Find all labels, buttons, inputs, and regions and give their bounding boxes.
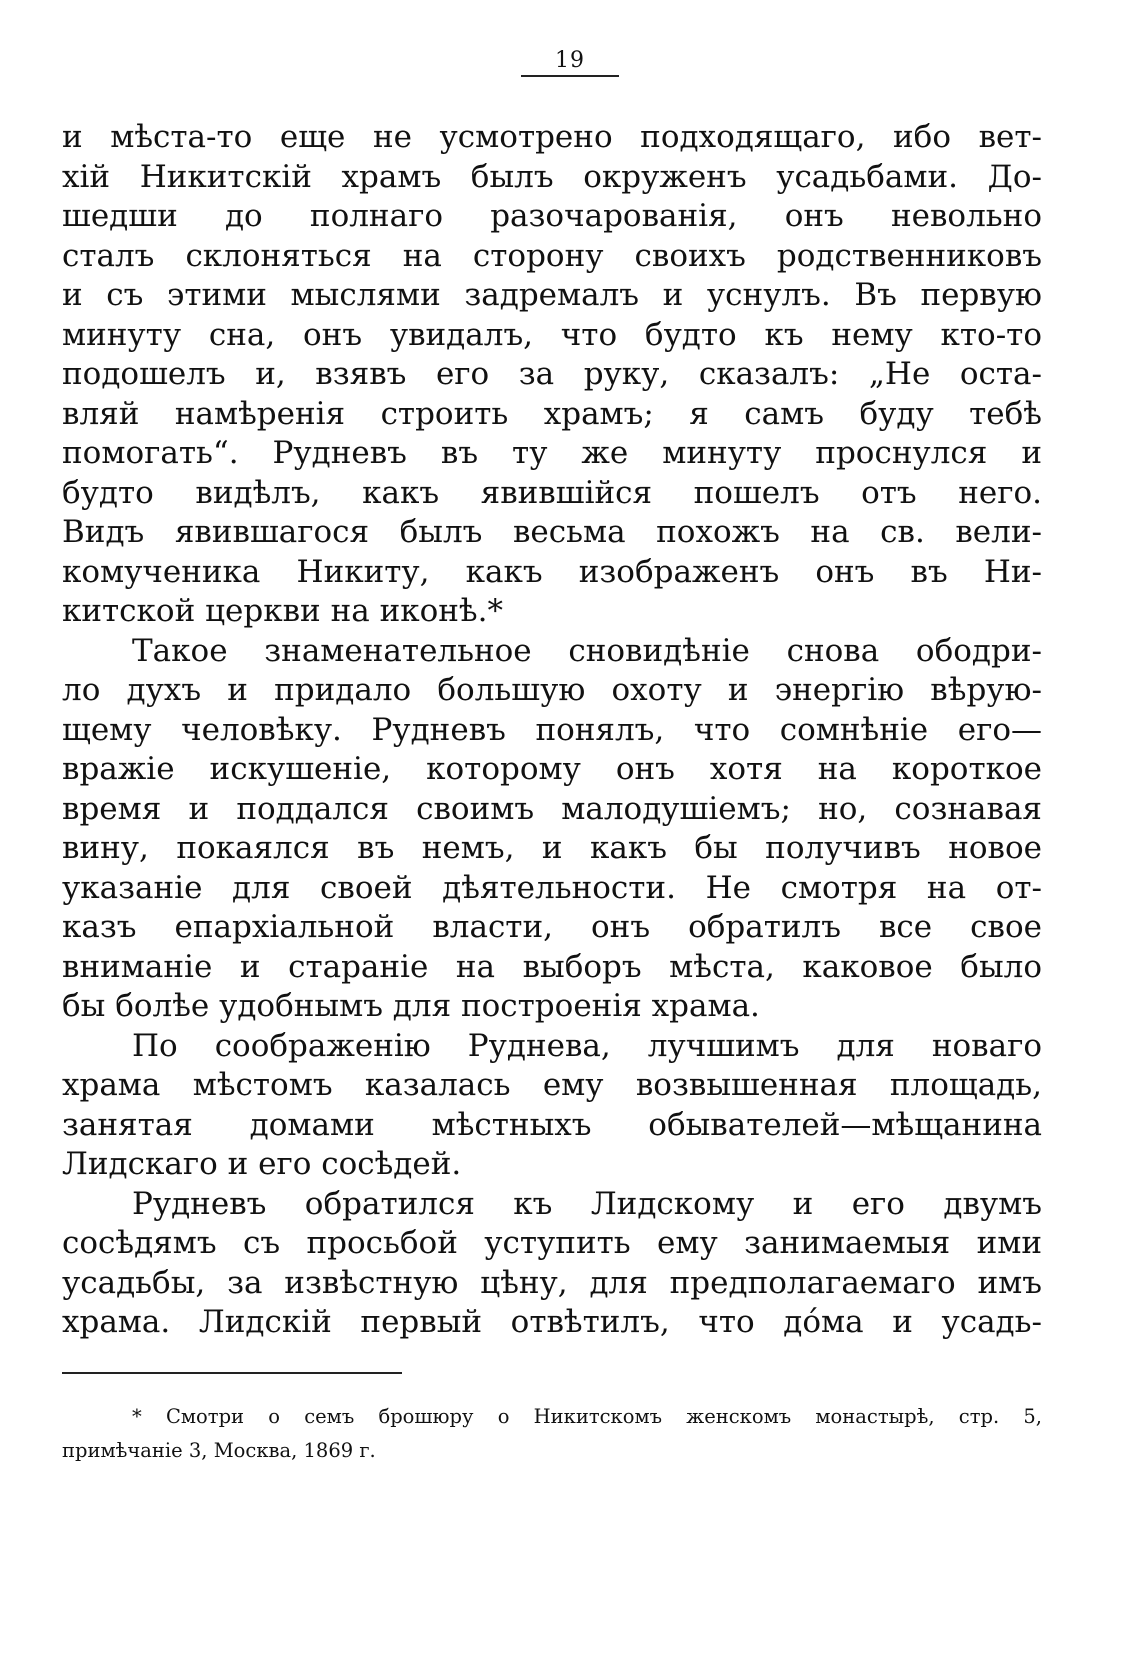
paragraph-3 <box>62 1027 1042 1185</box>
text-line: Видъ явившагося былъ весьма похожъ на св. вели- <box>62 514 1042 550</box>
text-line: Лидскаго и его сосѣдей. <box>62 1146 462 1182</box>
text-line: усадьбы, за извѣстную цѣну, для предполагаемаго имъ <box>62 1264 1042 1301</box>
text-line: Рудневъ обратился къ Лидскому и его двумъ <box>132 1185 1042 1222</box>
text-line: комученика Никиту, какъ изображенъ онъ въ Ни- <box>62 553 1042 590</box>
text-line: китской церкви на иконѣ.* <box>62 593 503 629</box>
text-line: сталъ склоняться на сторону своихъ родственниковъ <box>62 237 1042 274</box>
footnote-line: примѣчаніе 3, Москва, 1869 г. <box>62 1439 376 1462</box>
text-line: щему человѣку. Рудневъ понялъ, что сомнѣніе его— <box>62 711 1042 748</box>
text-line: ло духъ и придало большую охоту и энергію вѣрую- <box>62 672 1042 708</box>
text-line: храма мѣстомъ казалась ему возвышенная площадь, <box>62 1067 1042 1103</box>
footnote-divider <box>62 1372 402 1374</box>
text-line: шедши до полнаго разочарованія, онъ невольно <box>62 198 1042 234</box>
text-line: и мѣста-то еще не усмотрено подходящаго, ибо вет- <box>62 119 1042 155</box>
text-line: вину, покаялся въ немъ, и какъ бы получивъ новое <box>62 830 1042 866</box>
text-line: вниманіе и стараніе на выборъ мѣста, каковое было <box>62 948 1042 985</box>
text-line: будто видѣлъ, какъ явившійся пошелъ отъ него. <box>62 474 1042 511</box>
text-line: помогать“. Рудневъ въ ту же минуту проснулся и <box>62 435 1042 471</box>
text-line: вляй намѣренія строить храмъ; я самъ буду тебѣ <box>62 395 1042 432</box>
footnote-line: * Смотри о семъ брошюру о Никитскомъ женскомъ монастырѣ, стр. 5, <box>132 1405 1042 1428</box>
paragraph-2 <box>62 632 1042 1027</box>
text-line: бы болѣе удобнымъ для построенія храма. <box>62 988 760 1024</box>
paragraph-4 <box>62 1185 1042 1343</box>
text-line: хій Никитскій храмъ былъ окруженъ усадьбами. До- <box>62 158 1042 195</box>
paragraph-1 <box>62 118 1042 632</box>
text-line: сосѣдямъ съ просьбой уступить ему занимаемыя ими <box>62 1225 1042 1261</box>
page-header <box>0 48 1140 77</box>
text-line: занятая домами мѣстныхъ обывателей—мѣщанина <box>62 1106 1042 1143</box>
text-line: вражіе искушеніе, которому онъ хотя на короткое <box>62 751 1042 787</box>
text-line: и съ этими мыслями задремалъ и уснулъ. Въ первую <box>62 277 1042 313</box>
text-line: казъ епархіальной власти, онъ обратилъ все свое <box>62 909 1042 945</box>
text-line: указаніе для своей дѣятельности. Не смотря на от- <box>62 869 1042 906</box>
text-line: Такое знаменательное сновидѣніе снова ободри- <box>132 632 1042 669</box>
text-line: подошелъ и, взявъ его за руку, сказалъ: „Не оста- <box>62 356 1042 392</box>
text-line: время и поддался своимъ малодушіемъ; но, сознавая <box>62 790 1042 827</box>
footnote <box>62 1400 1042 1468</box>
text-line: минуту сна, онъ увидалъ, что будто къ нему кто-то <box>62 316 1042 353</box>
page-number: 19 <box>521 48 619 77</box>
text-line: храма. Лидскій первый отвѣтилъ, что дóма и усадь- <box>62 1304 1042 1340</box>
text-line: По соображенію Руднева, лучшимъ для новаго <box>132 1027 1042 1064</box>
body-text <box>62 118 1042 1343</box>
